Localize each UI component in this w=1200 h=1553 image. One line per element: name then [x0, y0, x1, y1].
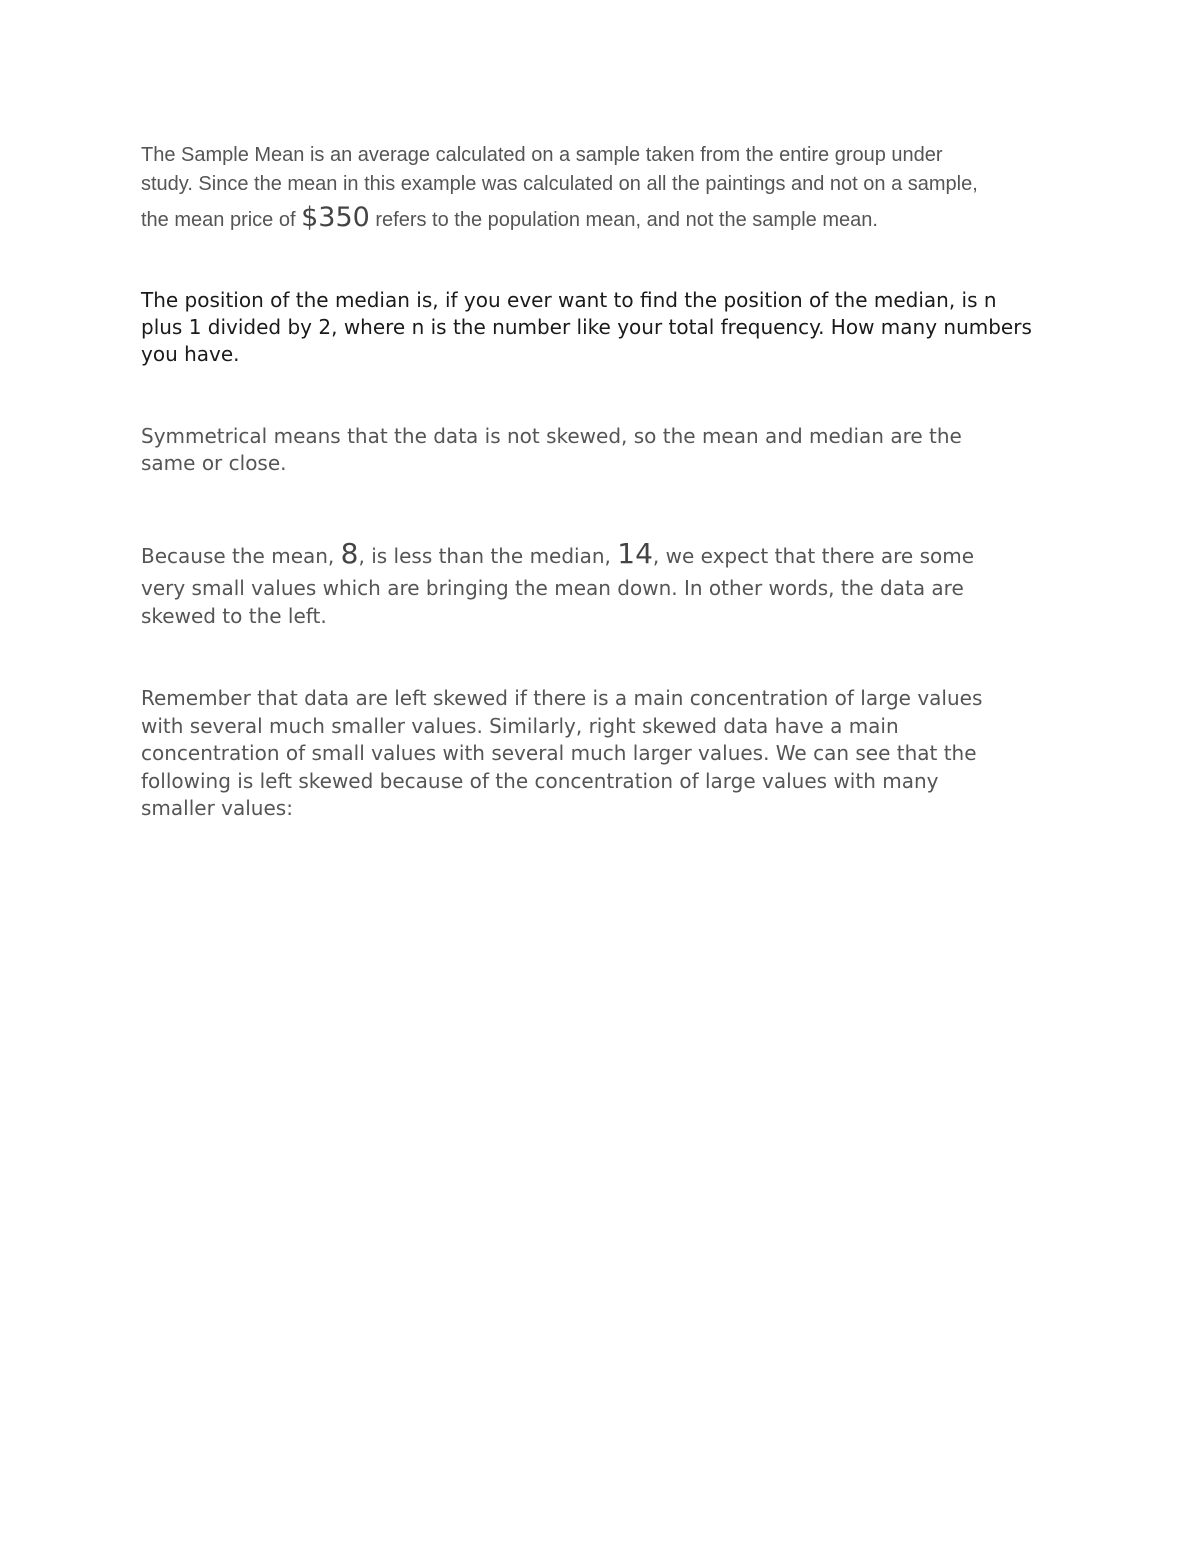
left-skew-explanation-paragraph: [141, 685, 1066, 823]
text-fragment: refers to the population mean, and not the sample mean.: [369, 209, 878, 231]
mean-price-value: $350: [301, 202, 370, 233]
text-line: skewed to the left.: [141, 604, 327, 628]
text-line: The Sample Mean is an average calculated on a sample taken from the entire group under: [141, 144, 943, 166]
skew-example-paragraph: [141, 536, 1066, 630]
text-line: The position of the median is, if you ever want to find the position of the median, is n: [141, 288, 997, 312]
text-line: following is left skewed because of the concentration of large values with many: [141, 768, 939, 793]
text-line: concentration of small values with several much larger values. We can see that the: [141, 741, 977, 765]
text-line: [141, 536, 1066, 574]
text-line: Remember that data are left skewed if there is a main concentration of large values: [141, 686, 983, 710]
text-line: plus 1 divided by 2, where n is the number like your total frequency. How many numbers: [141, 315, 1032, 339]
sample-mean-paragraph: [141, 141, 1066, 239]
text-line: you have.: [141, 342, 240, 366]
text-fragment: the mean price of: [141, 209, 302, 231]
text-line: study. Since the mean in this example was calculated on all the paintings and not on a sample,: [141, 173, 978, 195]
median-position-paragraph: [141, 287, 1066, 368]
mean-value: 8: [340, 537, 359, 570]
text-fragment: , we expect that there are some: [652, 544, 975, 568]
text-line: Symmetrical means that the data is not skewed, so the mean and median are the: [141, 424, 962, 448]
text-line: with several much smaller values. Similarly, right skewed data have a main: [141, 713, 899, 738]
text-line: same or close.: [141, 451, 287, 475]
text-fragment: , is less than the median,: [358, 544, 618, 568]
text-line: smaller values:: [141, 796, 293, 820]
text-line: very small values which are bringing the mean down. In other words, the data are: [141, 576, 964, 600]
text-line: [141, 199, 1066, 239]
text-fragment: Because the mean,: [141, 544, 341, 568]
symmetrical-paragraph: [141, 423, 1066, 477]
median-value: 14: [617, 537, 653, 570]
